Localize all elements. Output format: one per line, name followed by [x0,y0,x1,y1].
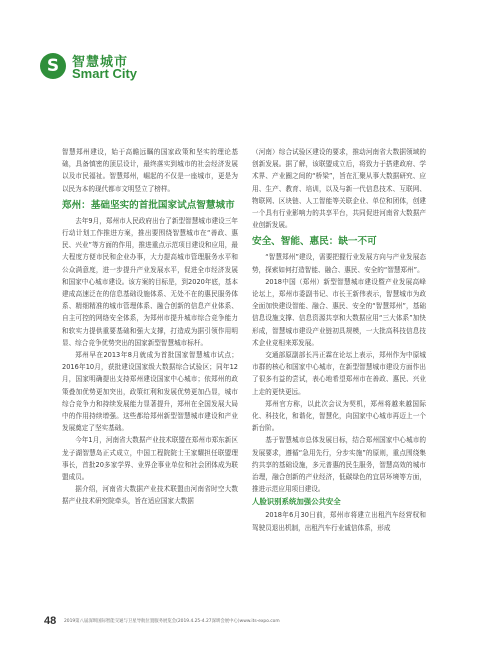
paragraph: 2018中国（郑州）新型智慧城市建设暨产业发展高峰论坛上，郑州市委副书记、市长王新伟表示，智慧城市为政全面加快建设智能、融合、惠民、安全的“智慧郑州”，基础信息设施支撑、信息资源共享和大数据应用“三大体系”加快形成，智慧城市建设产业链初具规模，一大批高科技信息技术企业竞相来郑发展。 [252,277,426,347]
paragraph: 智慧郑州建设，始于高瞻远瞩的国家政策和坚实的理论基础，具备慎密的顶层设计，最终落实到城市的社会经济发展以及市民福祉。智慧郑州，崛起的不仅是一座城市，更是为以民为本的现代都市文明竖立了榜样。 [62,148,238,193]
subheading: 安全、智能、惠民：缺一不可 [252,236,377,248]
footer-text: 2019第八届深圳国际智能交通与卫星导航位置服务展览会(2019.4.25-4.27深圳会展中心)www.its-expo.com [64,619,280,624]
paragraph: 基于智慧城市总体发展目标，结合郑州国家中心城市的发展要求，遵循“急用先行，分步实施”的原则，重点围绕集约共享的基础设施，多元普惠的民生服务，智慧高效的城市治理，融合创新的产业经济，低碳绿色的宜居环境等方面，推进示范应用项目建设。 [252,436,426,494]
subheading: 郑州：基础坚实的首批国家试点智慧城市 [62,199,235,211]
page-number: 48 [44,615,57,627]
paragraph: 郑州早在2013年8月就成为首批国家智慧城市试点；2016年10月，获批建设国家级大数据综合试验区；同年12月，国家明确提出支持郑州建设国家中心城市；依郑州的政策叠加优势更加突出，政策红利和发展优势更加凸显，城市综合竞争力和持续发展能力显著提升，郑州在全国发展大局中的作用持续增强。这些都给郑州新型智慧城市建设和产业发展奠定了坚实基础。 [62,351,238,433]
paragraph: 据介绍，河南省大数据产业技术联盟由河南省时空大数据产业技术研究院牵头，旨在适应国家大数据 [62,485,238,506]
logo-letter: S [46,55,60,76]
section-title-cn: 智慧城市 [72,55,129,70]
article-right-column [252,146,426,534]
paragraph: 今年1月，河南省大数据产业技术联盟在郑州市郑东新区龙子湖智慧岛正式成立，中国工程院院士王家耀担任联盟理事长，首批20多家学界、业界企事业单位和社会团体成为联盟成员。 [62,436,238,482]
paragraph: “智慧郑州”建设，需要把握行业发展方向与产业发展态势，探索如何打造智能、融合、惠民、安全的“智慧郑州”。 [252,253,426,274]
section-header [40,50,240,84]
smart-city-logo-icon [40,53,66,79]
paragraph: （河南）综合试验区建设的要求，推动河南省大数据领域的创新发展。据了解，该联盟成立后，将致力于搭建政府、学术界、产业圈之间的“桥梁”，旨在汇聚从事大数据研究、应用、生产、教育、培训，以及与新一代信息技术、互联网、物联网、区块链、人工智能等关联企业、单位和团体，创建一个具有行业影响力的共享平台，共同促进河南省大数据产业创新发展。 [252,148,426,230]
page-footer [44,615,444,629]
paragraph: 去年9月，郑州市人民政府出台了新型智慧城市建设三年行动计划工作推进方案，推出要围绕智慧城市在“善政、惠民、兴业”等方面的作用，推进重点示范项目建设和应用，最大程度方便市民和企业办事，大力提高城市管理服务水平和公众满意度，进一步提升产业发展水平，促进全市经济发展和国家中心城市建设。该方案的目标是，到2020年底，基本建成高速泛在的信息基础设施体系、无处不在的惠民服务体系、精细精准的城市管理体系、融合创新的信息产业体系、自主可控的网络安全体系，为郑州市提升城市综合竞争能力和软实力提供重要基础和强大支撑，打造成为据引领作用明显、综合竞争优势突出的国家新型智慧城市标杆。 [62,216,238,347]
section-title-en: Smart City [72,66,138,81]
article-left-column [62,146,238,508]
subheading: 人脸识别系统加强公共安全 [252,497,341,507]
paragraph: 交通部原副部长冯正霖在论坛上表示，郑州作为中原城市群的核心和国家中心城市，在新型智慧城市建设方面作出了很多有益的尝试，表心地希望郑州市在善政、惠民、兴业上走的更快更远。 [252,351,426,396]
paragraph: 郑州官方称，以此次会议为契机，郑州将越来越国际化、科技化，和谐化，智慧化，向国家中心城市再迈上一个新台阶。 [252,399,426,433]
paragraph: 2018年6月30日前，郑州市将建立出租汽车经营权和驾驶员退出机制，出租汽车行业诚信体系，形成 [252,511,426,532]
